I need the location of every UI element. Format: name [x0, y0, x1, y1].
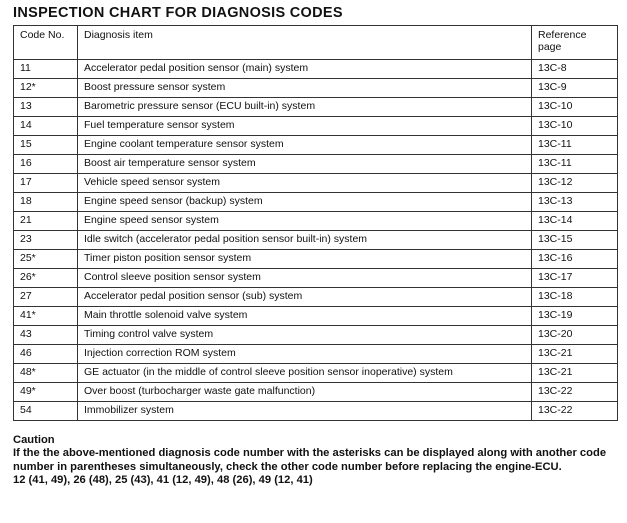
code-cell: 23	[14, 231, 78, 250]
diagnosis-item-cell: Control sleeve position sensor system	[78, 269, 532, 288]
reference-page-cell: 13C-11	[532, 155, 618, 174]
reference-page-cell: 13C-13	[532, 193, 618, 212]
reference-page-cell: 13C-18	[532, 288, 618, 307]
reference-page-cell: 13C-16	[532, 250, 618, 269]
table-row	[14, 212, 618, 231]
reference-page-cell: 13C-11	[532, 136, 618, 155]
diagnosis-item-cell: Engine speed sensor (backup) system	[78, 193, 532, 212]
table-row	[14, 79, 618, 98]
diagnosis-item-cell: Engine speed sensor system	[78, 212, 532, 231]
header-code-no: Code No.	[14, 26, 78, 60]
caution-heading: Caution	[13, 434, 55, 446]
table-row	[14, 269, 618, 288]
code-cell: 18	[14, 193, 78, 212]
code-cell: 12*	[14, 79, 78, 98]
diagnosis-item-cell: Timer piston position sensor system	[78, 250, 532, 269]
diagnosis-item-cell: Accelerator pedal position sensor (main) system	[78, 60, 532, 79]
code-cell: 15	[14, 136, 78, 155]
reference-page-cell: 13C-10	[532, 98, 618, 117]
reference-page-cell: 13C-9	[532, 79, 618, 98]
code-cell: 27	[14, 288, 78, 307]
diagnosis-item-cell: GE actuator (in the middle of control sleeve position sensor inoperative) system	[78, 364, 532, 383]
code-cell: 14	[14, 117, 78, 136]
diagnosis-item-cell: Immobilizer system	[78, 402, 532, 421]
diagnosis-item-cell: Accelerator pedal position sensor (sub) system	[78, 288, 532, 307]
page-title: INSPECTION CHART FOR DIAGNOSIS CODES	[13, 5, 343, 21]
diagnosis-item-cell: Fuel temperature sensor system	[78, 117, 532, 136]
code-cell: 43	[14, 326, 78, 345]
reference-page-cell: 13C-20	[532, 326, 618, 345]
reference-page-cell: 13C-17	[532, 269, 618, 288]
diagnosis-item-cell: Engine coolant temperature sensor system	[78, 136, 532, 155]
diagnosis-item-cell: Boost pressure sensor system	[78, 79, 532, 98]
table-row	[14, 136, 618, 155]
diagnosis-item-cell: Vehicle speed sensor system	[78, 174, 532, 193]
code-cell: 48*	[14, 364, 78, 383]
header-reference-page: Reference page	[532, 26, 618, 60]
table-row	[14, 155, 618, 174]
reference-page-cell: 13C-8	[532, 60, 618, 79]
reference-page-cell: 13C-21	[532, 364, 618, 383]
diagnosis-item-cell: Timing control valve system	[78, 326, 532, 345]
reference-page-cell: 13C-22	[532, 383, 618, 402]
code-cell: 21	[14, 212, 78, 231]
diagnosis-item-cell: Injection correction ROM system	[78, 345, 532, 364]
table-row	[14, 60, 618, 79]
diagnosis-code-table	[13, 25, 618, 421]
table-row	[14, 193, 618, 212]
code-cell: 13	[14, 98, 78, 117]
code-cell: 17	[14, 174, 78, 193]
code-cell: 26*	[14, 269, 78, 288]
code-cell: 25*	[14, 250, 78, 269]
table-header-row	[14, 26, 618, 60]
reference-page-cell: 13C-12	[532, 174, 618, 193]
caution-code-pairs: 12 (41, 49), 26 (48), 25 (43), 41 (12, 49), 48 (26), 49 (12, 41)	[13, 473, 313, 486]
diagnosis-item-cell: Over boost (turbocharger waste gate malfunction)	[78, 383, 532, 402]
diagnosis-item-cell: Idle switch (accelerator pedal position sensor built-in) system	[78, 231, 532, 250]
code-cell: 49*	[14, 383, 78, 402]
table-row	[14, 364, 618, 383]
table-row	[14, 307, 618, 326]
code-cell: 41*	[14, 307, 78, 326]
code-cell: 46	[14, 345, 78, 364]
table-row	[14, 117, 618, 136]
reference-page-cell: 13C-14	[532, 212, 618, 231]
table-row	[14, 231, 618, 250]
table-row	[14, 250, 618, 269]
table-row	[14, 174, 618, 193]
table-row	[14, 402, 618, 421]
table-row	[14, 326, 618, 345]
table-row	[14, 383, 618, 402]
table-row	[14, 288, 618, 307]
diagnosis-item-cell: Barometric pressure sensor (ECU built-in) system	[78, 98, 532, 117]
table-row	[14, 345, 618, 364]
reference-page-cell: 13C-10	[532, 117, 618, 136]
header-diagnosis-item: Diagnosis item	[78, 26, 532, 60]
code-cell: 11	[14, 60, 78, 79]
reference-page-cell: 13C-15	[532, 231, 618, 250]
code-cell: 54	[14, 402, 78, 421]
diagnosis-item-cell: Boost air temperature sensor system	[78, 155, 532, 174]
diagnosis-item-cell: Main throttle solenoid valve system	[78, 307, 532, 326]
table-row	[14, 98, 618, 117]
reference-page-cell: 13C-22	[532, 402, 618, 421]
code-cell: 16	[14, 155, 78, 174]
caution-note	[13, 434, 621, 487]
caution-text: If the the above-mentioned diagnosis code number with the asterisks can be displayed along with another code number in parentheses simultaneously, check the other code number before replacing the engine-ECU.	[13, 447, 607, 473]
reference-page-cell: 13C-21	[532, 345, 618, 364]
reference-page-cell: 13C-19	[532, 307, 618, 326]
